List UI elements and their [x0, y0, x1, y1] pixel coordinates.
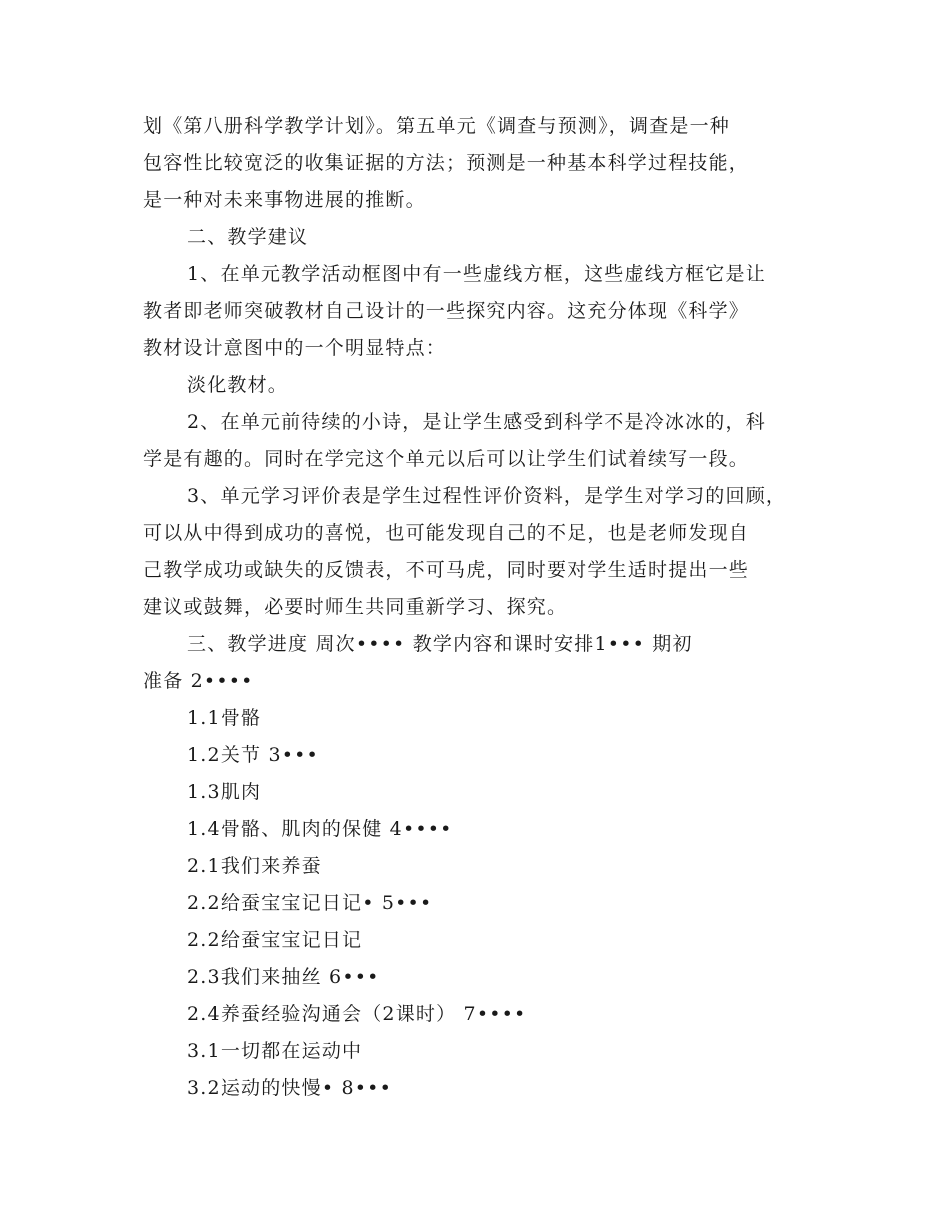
schedule-item: 2.2给蚕宝宝记日记	[187, 929, 363, 951]
schedule-item: 1.1骨骼	[187, 707, 262, 729]
schedule-item: 2.4养蚕经验沟通会（2课时） 7••••	[187, 1003, 527, 1025]
text-line: 教者即老师突破教材自己设计的一些探究内容。这充分体现《科学》	[143, 300, 750, 322]
text-line: 包容性比较宽泛的收集证据的方法；预测是一种基本科学过程技能，	[143, 152, 750, 174]
text-line: 3、单元学习评价表是学生过程性评价资料，是学生对学习的回顾，	[187, 485, 787, 507]
text-line: 教材设计意图中的一个明显特点：	[143, 337, 447, 359]
text-line: 2、在单元前待续的小诗，是让学生感受到科学不是冷冰冰的，科	[187, 411, 766, 433]
schedule-item: 3.2运动的快慢• 8•••	[187, 1077, 392, 1099]
text-line: 淡化教材。	[187, 374, 289, 396]
text-line: 学是有趣的。同时在学完这个单元以后可以让学生们试着续写一段。	[143, 448, 750, 470]
text-line: 建议或鼓舞，必要时师生共同重新学习、探究。	[143, 596, 568, 618]
schedule-item: 1.3肌肉	[187, 781, 262, 803]
text-line: 可以从中得到成功的喜悦，也可能发现自己的不足，也是老师发现自	[143, 522, 750, 544]
section-heading: 三、教学进度 周次•••• 教学内容和课时安排1••• 期初	[187, 633, 693, 655]
text-line: 是一种对未来事物进展的推断。	[143, 189, 426, 211]
schedule-item: 3.1一切都在运动中	[187, 1040, 363, 1062]
text-line: 己教学成功或缺失的反馈表，不可马虎，同时要对学生适时提出一些	[143, 559, 750, 581]
text-line: 1、在单元教学活动框图中有一些虚线方框，这些虚线方框它是让	[187, 263, 766, 285]
schedule-item: 1.4骨骼、肌肉的保健 4••••	[187, 818, 453, 840]
schedule-item: 2.2给蚕宝宝记日记• 5•••	[187, 892, 433, 914]
text-line: 划《第八册科学教学计划》。第五单元《调查与预测》，调查是一种	[143, 115, 731, 137]
schedule-item: 1.2关节 3•••	[187, 744, 319, 766]
schedule-item: 2.3我们来抽丝 6•••	[187, 966, 380, 988]
schedule-item: 2.1我们来养蚕	[187, 855, 322, 877]
text-line: 准备 2••••	[143, 670, 254, 692]
section-heading: 二、教学建议	[187, 226, 309, 248]
